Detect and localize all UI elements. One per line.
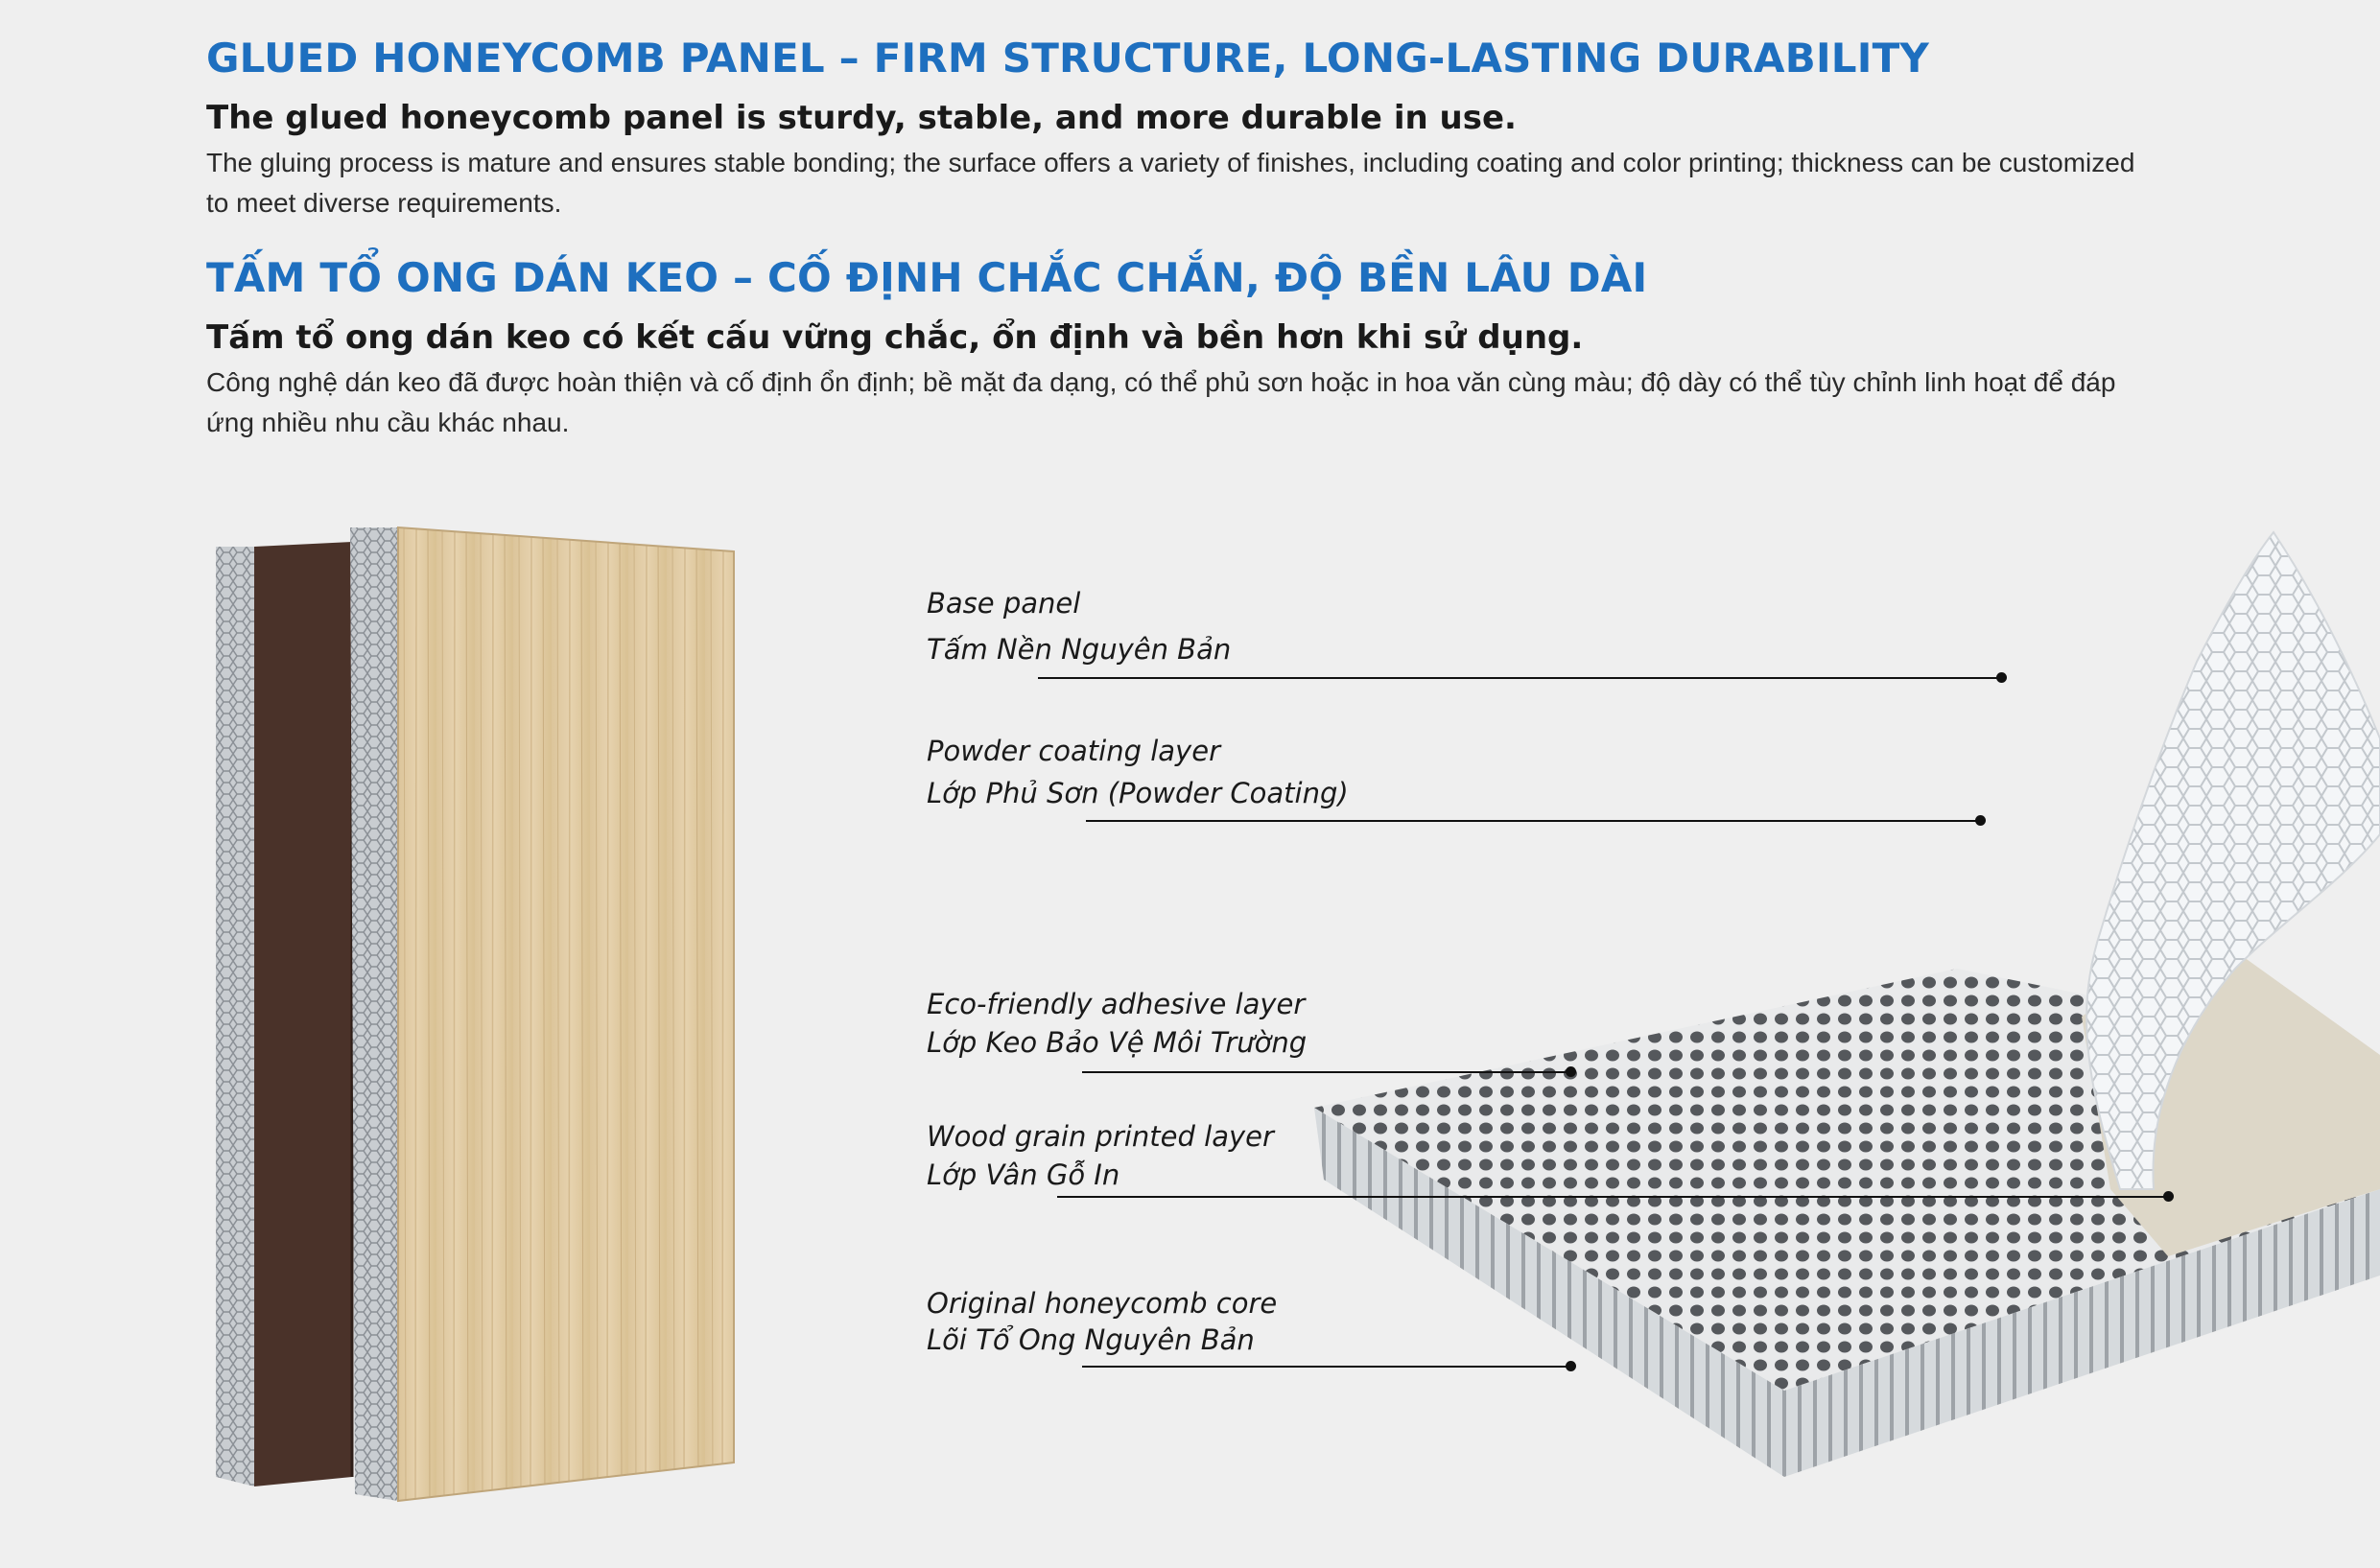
- english-body: The gluing process is mature and ensures stable bonding; the surface offers a variety of finishes, including coating and color printing; thickness can be customized to meet diverse requirements.: [206, 148, 2135, 218]
- label-powder-coating-en: Powder coating layer: [927, 735, 1220, 767]
- leader-base-panel: [1038, 677, 2001, 679]
- label-wood-grain-en: Wood grain printed layer: [927, 1120, 1274, 1153]
- leader-wood-grain: [1057, 1196, 2168, 1198]
- wood-panel-edge: [350, 527, 398, 1501]
- label-honeycomb-core-en: Original honeycomb core: [927, 1287, 1278, 1320]
- english-heading: GLUED HONEYCOMB PANEL – FIRM STRUCTURE, LONG-LASTING DURABILITY: [206, 35, 1930, 82]
- marker-adhesive: [1566, 1066, 1576, 1077]
- label-wood-grain-vi: Lớp Vân Gỗ In: [927, 1158, 1120, 1191]
- wood-panel-face: [398, 527, 734, 1501]
- label-base-panel-vi: Tấm Nền Nguyên Bản: [927, 633, 1232, 666]
- vietnamese-body: Công nghệ dán keo đã được hoàn thiện và cố định ổn định; bề mặt đa dạng, có thể phủ sơn hoặc in hoa văn cùng màu; độ dày có thể tùy chỉnh linh hoạt để đáp ứng nhiều nhu cầu khác nhau.: [206, 367, 2116, 437]
- dark-panel-face: [254, 542, 352, 1486]
- english-section: [206, 35, 2163, 223]
- vietnamese-subheading: Tấm tổ ong dán keo có kết cấu vững chắc, ổn định và bền hơn khi sử dụng.: [206, 318, 1584, 357]
- marker-wood-grain: [2163, 1191, 2174, 1202]
- marker-honeycomb-core: [1566, 1361, 1576, 1371]
- leader-honeycomb-core: [1082, 1366, 1570, 1368]
- label-adhesive-vi: Lớp Keo Bảo Vệ Môi Trường: [927, 1026, 1308, 1059]
- layer-diagram: [1285, 518, 2380, 1568]
- panels-photo: [206, 518, 743, 1506]
- label-adhesive-en: Eco-friendly adhesive layer: [927, 988, 1306, 1020]
- label-powder-coating-vi: Lớp Phủ Sơn (Powder Coating): [927, 777, 1349, 809]
- label-base-panel-en: Base panel: [927, 587, 1081, 620]
- dark-panel-edge: [216, 547, 254, 1486]
- leader-powder-coating: [1086, 820, 1980, 822]
- english-subheading: The glued honeycomb panel is sturdy, stable, and more durable in use.: [206, 99, 1517, 137]
- marker-powder-coating: [1975, 815, 1986, 826]
- vietnamese-heading: TẤM TỔ ONG DÁN KEO – CỐ ĐỊNH CHẮC CHẮN, ĐỘ BỀN LÂU DÀI: [206, 254, 1648, 301]
- marker-base-panel: [1996, 672, 2007, 683]
- vietnamese-section: [206, 254, 2163, 443]
- leader-adhesive: [1082, 1071, 1570, 1073]
- label-honeycomb-core-vi: Lõi Tổ Ong Nguyên Bản: [927, 1323, 1255, 1356]
